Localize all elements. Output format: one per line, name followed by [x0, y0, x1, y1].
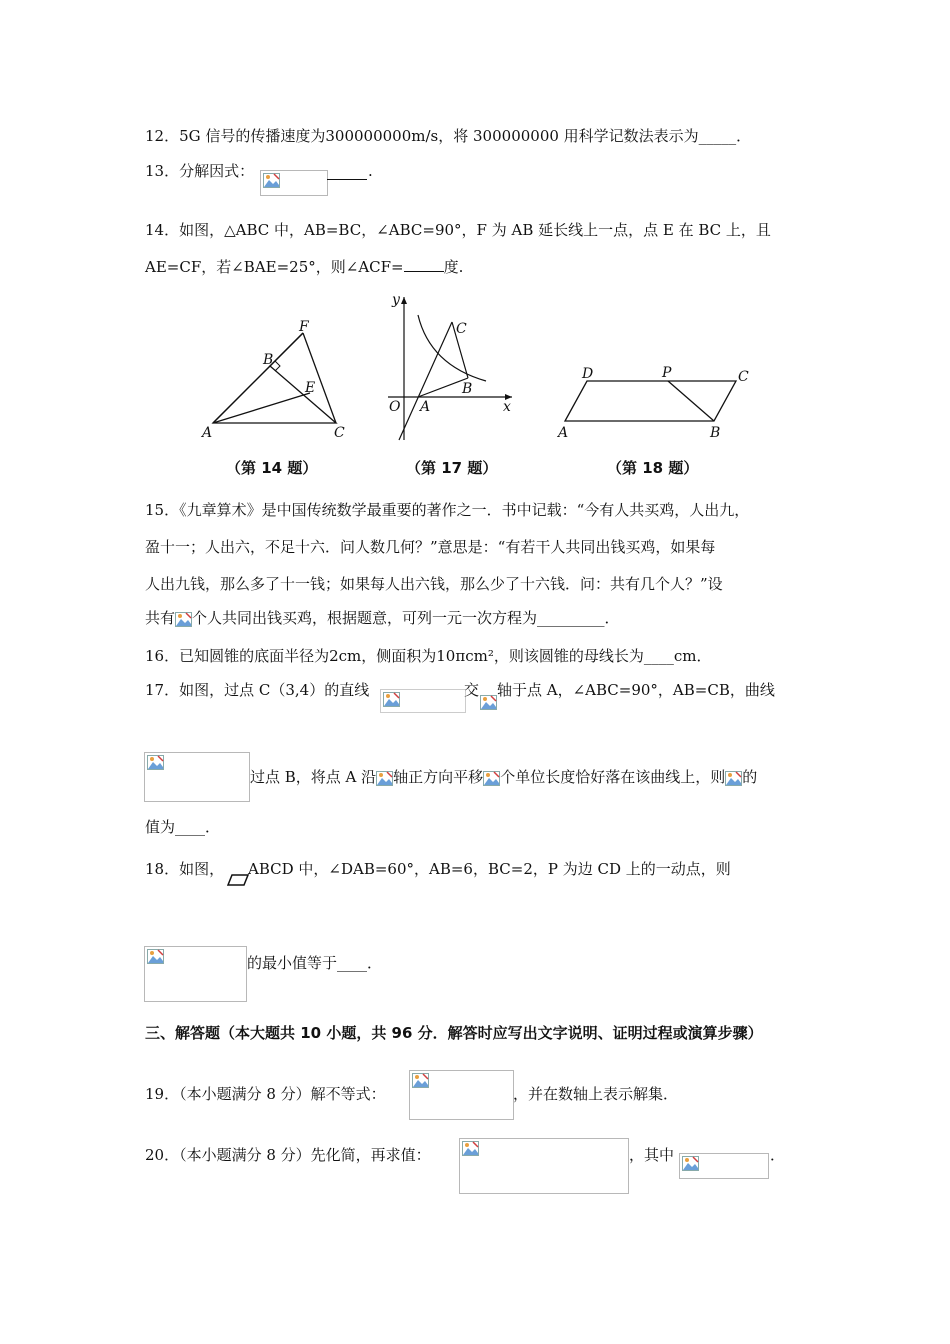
broken-image-icon [383, 692, 400, 707]
formula-image-q17-line [380, 689, 466, 713]
broken-image-icon [462, 1141, 479, 1156]
broken-image-icon [483, 771, 500, 786]
question-17-text-2d: 的 [742, 768, 758, 786]
formula-image-q18 [144, 946, 247, 1002]
question-19-suffix-wrap [513, 1083, 678, 1105]
broken-image-icon [480, 695, 497, 710]
question-17-line-1c-wrap [497, 679, 775, 701]
fig17-label-y: y [392, 292, 400, 308]
question-17-line-1 [145, 679, 369, 701]
question-15-text-2: 盈十一；人出六，不足十六．问人数几何？”意思是：“有若干人共同出钱买鸡，如果每 [145, 538, 716, 556]
broken-image-icon [175, 612, 192, 627]
question-15-line-3 [145, 573, 723, 595]
formula-image-q20-value [679, 1153, 769, 1179]
fig18-label-D: D [582, 366, 594, 382]
question-18-text-2: 的最小值等于____． [247, 954, 383, 972]
fig17-label-A: A [420, 399, 431, 415]
question-19-suffix: ，并在数轴上表示解集． [513, 1085, 679, 1103]
broken-image-icon [376, 771, 393, 786]
question-20-prefix: 20．（本小题满分 8 分）先化简，再求值： [145, 1146, 431, 1164]
question-20-prefix-wrap [145, 1144, 431, 1166]
question-15-text-4a: 共有 [145, 609, 176, 627]
broken-image-icon [147, 755, 164, 770]
question-20-suffix: ． [770, 1146, 786, 1164]
fig17-label-x: x [503, 399, 511, 415]
broken-image-icon [725, 771, 742, 786]
formula-image-q20-expression [459, 1138, 629, 1194]
question-13-prefix: 13．分解因式： [145, 162, 255, 180]
figure-14 [200, 319, 345, 441]
question-14-text-2a: AE=CF，若∠BAE=25°，则∠ACF= [145, 258, 404, 276]
fig18-label-C: C [738, 369, 749, 385]
fig17-label-O: O [389, 399, 401, 415]
question-15-text-3: 人出九钱，那么多了十一钱；如果每人出六钱，那么少了十六钱．问：共有几个人？”设 [145, 575, 723, 593]
question-18-text-1b: ABCD 中，∠DAB=60°，AB=6，BC=2，P 为边 CD 上的一动点，则 [248, 860, 731, 878]
fig14-label-B: B [263, 352, 274, 368]
question-17-text-1b: 交 [464, 681, 480, 699]
broken-image-icon [412, 1073, 429, 1088]
fig17-label-B: B [462, 381, 473, 397]
question-20-suffix-wrap [770, 1144, 785, 1166]
question-17-text-2b: 轴正方向平移 [393, 768, 484, 786]
question-12-text: 12．5G 信号的传播速度为300000000m/s，将 300000000 用科学记数法表示为_____． [145, 127, 752, 145]
question-17-line-3 [145, 816, 220, 838]
fig14-label-F: F [299, 319, 309, 335]
formula-image-q17-curve [144, 752, 250, 802]
broken-image-icon [147, 949, 164, 964]
question-15-line-4 [145, 607, 620, 629]
fig17-label-C: C [456, 321, 467, 337]
question-14-text-2b: 度. [443, 258, 464, 276]
question-13-suffix: . [368, 162, 373, 180]
question-17-text-2c: 个单位长度恰好落在该曲线上，则 [500, 768, 726, 786]
question-18-text-1a: 18．如图， [145, 860, 225, 878]
question-17-text-3: 值为____． [145, 818, 221, 836]
question-17-line-1b-wrap [464, 679, 479, 701]
fig18-label-A: A [558, 425, 569, 441]
section-3-heading: 三、解答题（本大题共 10 小题，共 96 分．解答时应写出文字说明、证明过程或演算步骤） [145, 1024, 763, 1042]
fig17-caption: （第 17 题） [406, 459, 498, 477]
question-17-text-2a: 过点 B，将点 A 沿 [250, 768, 377, 786]
parallelogram-symbol-icon [226, 873, 250, 887]
figures-row [0, 0, 950, 480]
question-19-prefix: 19．（本小题满分 8 分）解不等式： [145, 1085, 386, 1103]
question-18-line-1b-wrap [248, 858, 731, 880]
question-15-text-1: 15．《九章算术》是中国传统数学最重要的著作之一．书中记载：“今有人共买鸡，人出九， [145, 501, 750, 519]
fig14-label-A: A [202, 425, 213, 441]
fig14-label-C: C [334, 425, 345, 441]
question-14-text-1: 14．如图，△ABC 中，AB=BC，∠ABC=90°，F 为 AB 延长线上一点，点 E 在 BC 上，且 [145, 221, 771, 239]
question-20-middle-wrap [629, 1144, 674, 1166]
question-17-text-1a: 17．如图，过点 C（3,4）的直线 [145, 681, 370, 699]
fig18-label-B: B [710, 425, 721, 441]
question-18-line-2 [247, 952, 382, 974]
broken-image-icon [682, 1156, 699, 1171]
fig14-label-E: E [305, 380, 316, 396]
question-19-prefix-wrap [145, 1083, 386, 1105]
question-20-middle: ，其中 [629, 1146, 675, 1164]
question-15-text-4b: 个人共同出钱买鸡，根据题意，可列一元一次方程为_________． [192, 609, 620, 627]
question-15-line-1 [145, 499, 749, 521]
figure-18 [556, 365, 749, 441]
figure-17 [388, 292, 512, 440]
question-17-line-2 [250, 766, 757, 788]
fig18-caption: （第 18 题） [607, 459, 699, 477]
question-17-text-1c: 轴于点 A，∠ABC=90°，AB=CB，曲线 [497, 681, 775, 699]
question-16 [145, 645, 711, 667]
question-16-text: 16．已知圆锥的底面半径为2cm，侧面积为10πcm²，则该圆锥的母线长为____cm． [145, 647, 712, 665]
question-18-line-1 [145, 858, 224, 880]
fig18-label-P: P [662, 365, 672, 381]
formula-image-q19 [409, 1070, 514, 1120]
fig14-caption: （第 14 题） [226, 459, 318, 477]
question-15-line-2 [145, 536, 715, 558]
